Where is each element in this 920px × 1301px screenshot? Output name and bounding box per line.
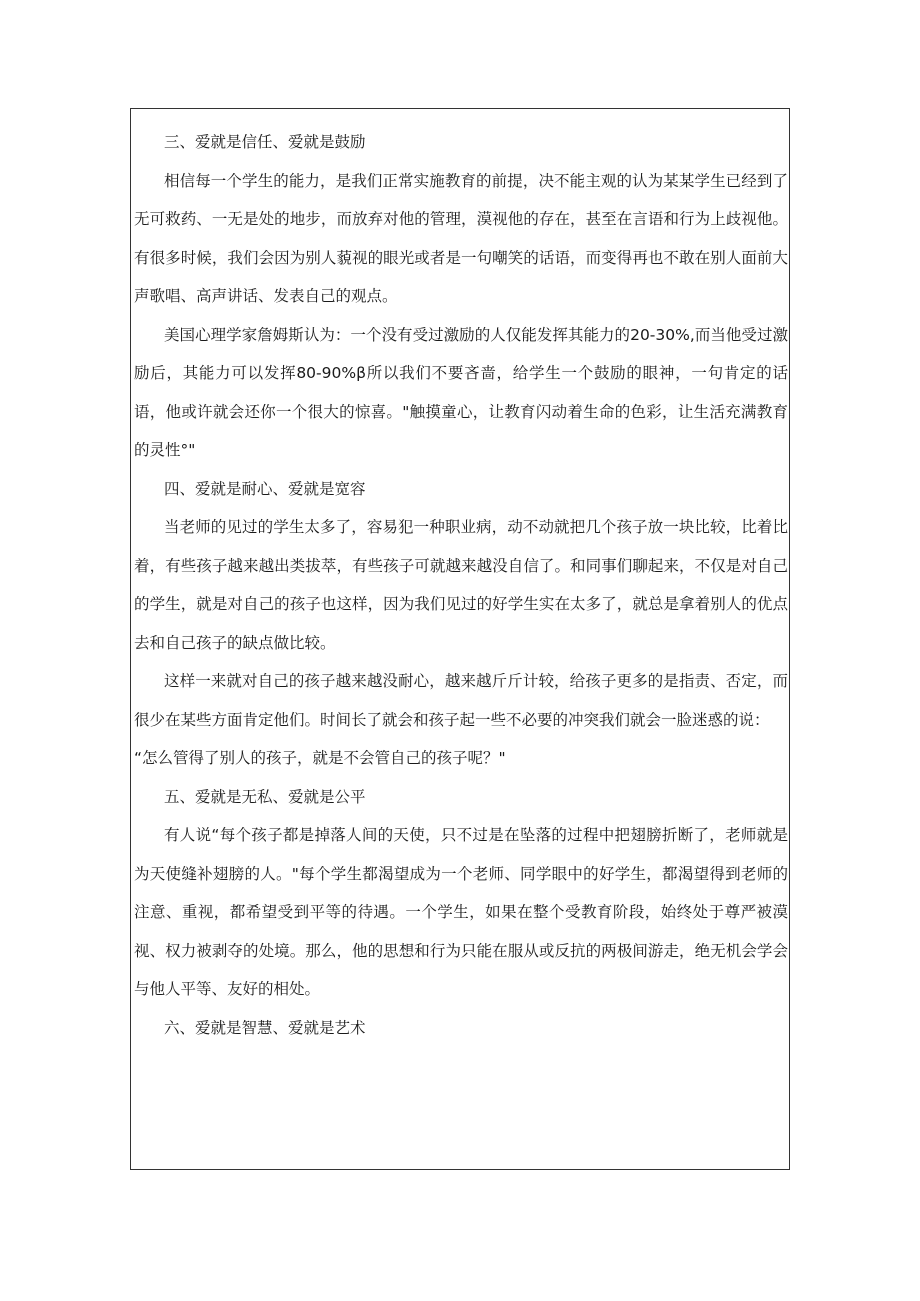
paragraph-comparison: 当老师的见过的学生太多了，容易犯一种职业病，动不动就把几个孩子放一块比较，比着比着，有些孩子越来越出类拔萃，有些孩子可就越来越没自信了。和同事们聊起来，不仅是对自己的学生，就是对自己的孩子也这样，因为我们见过的好学生实在太多了，就总是拿着别人的优点去和自己孩子的缺点做比较。 bbox=[134, 518, 788, 652]
section-heading-4: 四、爱就是耐心、爱就是宽容 bbox=[164, 479, 366, 498]
section-heading-3: 三、爱就是信任、爱就是鼓励 bbox=[164, 133, 366, 151]
paragraph-trust: 相信每一个学生的能力，是我们正常实施教育的前提，决不能主观的认为某某学生已经到了无可救药、一无是处的地步，而放弃对他的管理，漠视他的存在，甚至在言语和行为上歧视他。有很多时候，我们会因为别人藐视的眼光或者是一句嘲笑的话语，而变得再也不敢在别人面前大声歌唱、高声讲话、发表自己的观点。 bbox=[134, 171, 788, 305]
paragraph-quote: “怎么管得了别人的孩子，就是不会管自己的孩子呢？" bbox=[134, 749, 506, 767]
paragraph-patience: 这样一来就对自己的孩子越来越没耐心，越来越斤斤计较，给孩子更多的是指责、否定，而很少在某些方面肯定他们。时间长了就会和孩子起一些不必要的冲突我们就会一脸迷惑的说： bbox=[134, 672, 788, 729]
page-frame bbox=[130, 108, 790, 1170]
section-heading-5: 五、爱就是无私、爱就是公平 bbox=[164, 787, 366, 806]
paragraph-angels: 有人说“每个孩子都是掉落人间的天使，只不过是在坠落的过程中把翅膀折断了，老师就是为天使缝补翅膀的人。"每个学生都渴望成为一个老师、同学眼中的好学生，都渴望得到老师的注意、重视，都希望受到平等的待遇。一个学生，如果在整个受教育阶段，始终处于尊严被漠视、权力被剥夺的处境。那么，他的思想和行为只能在服从或反抗的两极间游走，绝无机会学会与他人平等、友好的相处。 bbox=[134, 826, 788, 998]
paragraph-james: 美国心理学家詹姆斯认为：一个没有受过激励的人仅能发挥其能力的20-30%,而当他受过激励后，其能力可以发挥80-90%β所以我们不要吝啬，给学生一个鼓励的眼神，一句肯定的话语，他或许就会还你一个很大的惊喜。"触摸童心，让教育闪动着生命的色彩，让生活充满教育的灵性°" bbox=[134, 325, 788, 459]
document-body bbox=[134, 123, 788, 1047]
section-heading-6: 六、爱就是智慧、爱就是艺术 bbox=[164, 1018, 366, 1037]
